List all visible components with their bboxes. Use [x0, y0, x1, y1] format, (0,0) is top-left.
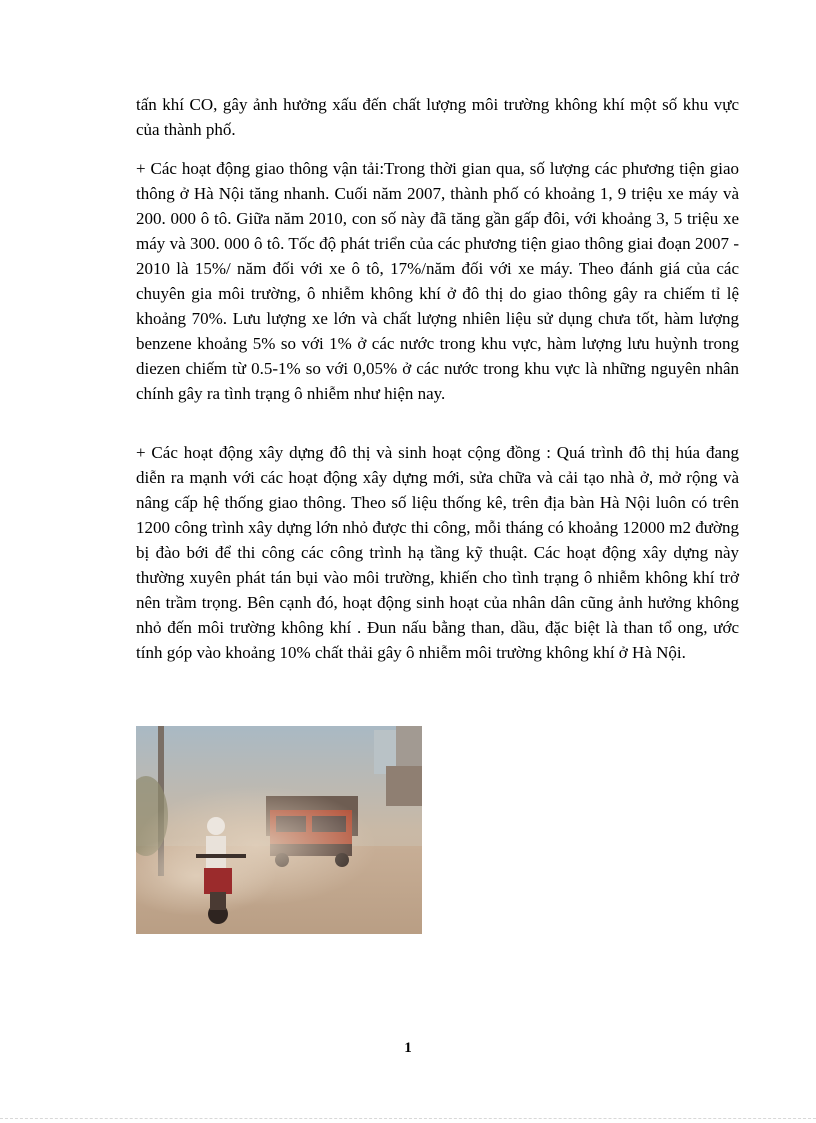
dusty-road-photo: [136, 726, 422, 934]
paragraph-construction: + Các hoạt động xây dựng đô thị và sinh hoạt cộng đồng : Quá trình đô thị húa đang diễn ra mạnh với các hoạt động xây dựng mới, sửa chữa và cải tạo nhà ở, mở rộng và nâng cấp hệ thống giao thông. Theo số liệu thống kê, trên địa bàn Hà Nội luôn có trên 1200 công trình xây dựng lớn nhỏ được thi công, mỗi tháng có khoảng 12000 m2 đường bị đào bới để thi công các công trình hạ tầng kỹ thuật. Các hoạt động xây dựng này thường xuyên phát tán bụi vào môi trường, khiến cho tình trạng ô nhiễm không khí trở nên trầm trọng. Bên cạnh đó, hoạt động sinh hoạt của nhân dân cũng ảnh hưởng không nhỏ đến môi trường không khí . Đun nấu bằng than, dầu, đặc biệt là than tổ ong, ước tính góp vào khoảng 10% chất thải gây ô nhiễm môi trường không khí ở Hà Nội.: [136, 443, 739, 662]
dusty-road-photo-image: [136, 726, 422, 934]
page-number: 1: [404, 1040, 412, 1056]
paragraph-co-emissions: tấn khí CO, gây ảnh hưởng xấu đến chất lượng môi trường không khí một số khu vực của thành phố.: [136, 95, 739, 139]
page-bottom-divider: [0, 1118, 816, 1119]
paragraph-transport: + Các hoạt động giao thông vận tải:Trong thời gian qua, số lượng các phương tiện giao thông ở Hà Nội tăng nhanh. Cuối năm 2007, thành phố có khoảng 1, 9 triệu xe máy và 200. 000 ô tô. Giữa năm 2010, con số này đã tăng gần gấp đôi, với khoảng 3, 5 triệu xe máy và 300. 000 ô tô. Tốc độ phát triển của các phương tiện giao thông giai đoạn 2007 - 2010 là 15%/ năm đối với xe ô tô, 17%/năm đối với xe máy. Theo đánh giá của các chuyên gia môi trường, ô nhiễm không khí ở đô thị do giao thông gây ra chiếm tỉ lệ khoảng 70%. Lưu lượng xe lớn và chất lượng nhiên liệu sử dụng chưa tốt, hàm lượng benzene khoảng 5% so với 1% ở các nước trong khu vực, hàm lượng lưu huỳnh trong diezen chiếm từ 0.5-1% so với 0,05% ở các nước trong khu vực là những nguyên nhân chính gây ra tình trạng ô nhiễm như hiện nay.: [136, 159, 739, 403]
